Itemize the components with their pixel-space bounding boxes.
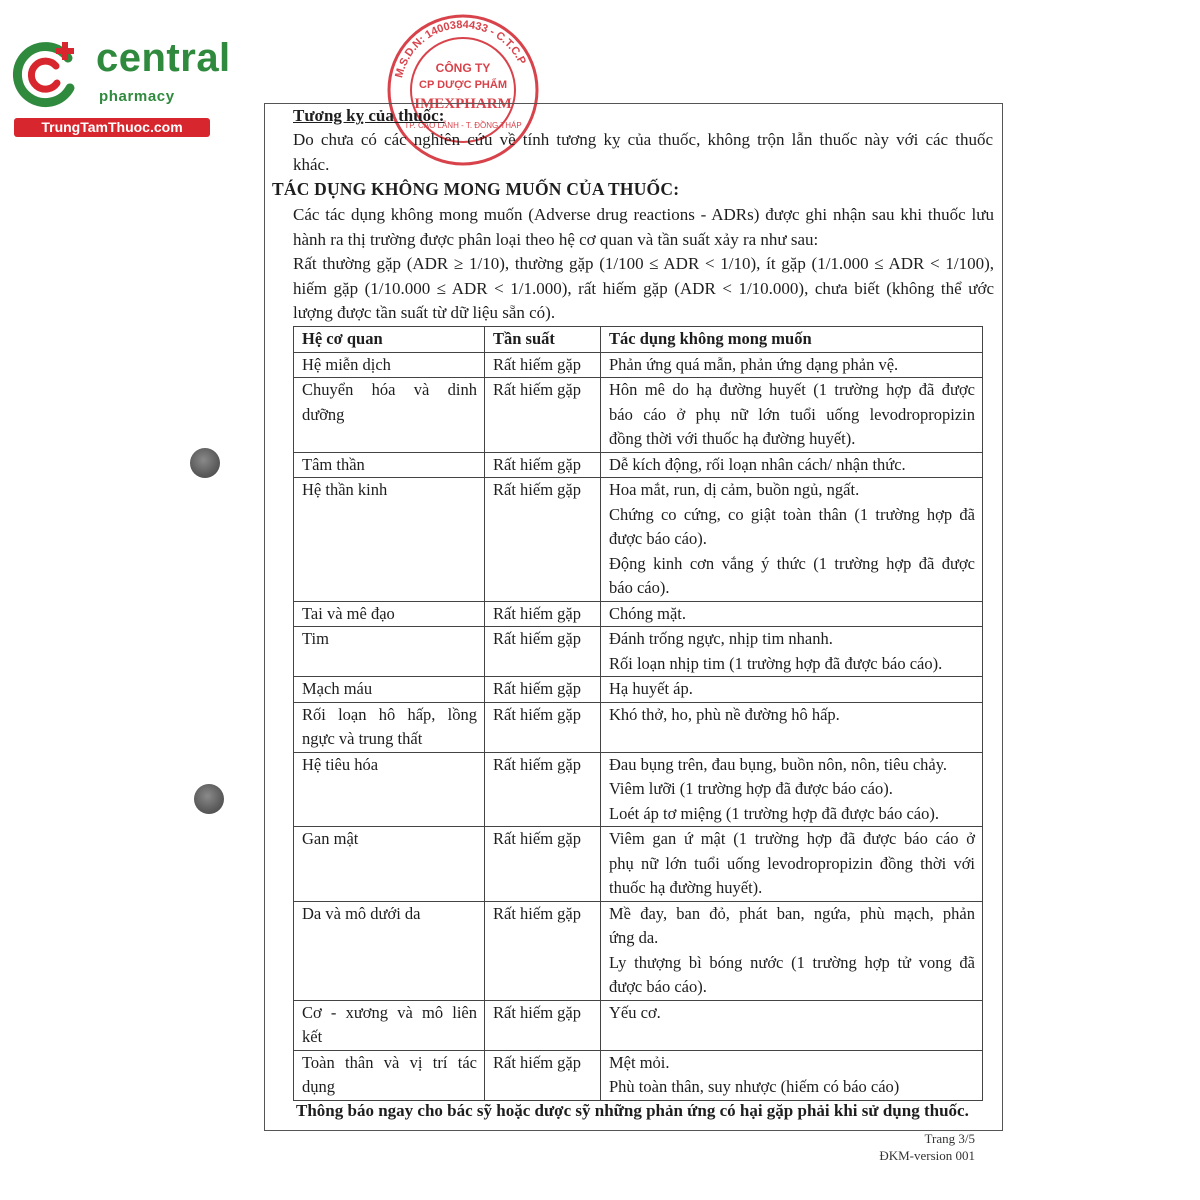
organ-cell bbox=[294, 752, 485, 827]
effect-text: Yếu cơ. bbox=[609, 1002, 661, 1022]
organ-text: Hệ tiêu hóa bbox=[302, 754, 379, 774]
organ-cell bbox=[294, 827, 485, 902]
organ-text: Toàn thân và vị trí tác bbox=[302, 1052, 477, 1072]
organ-cell bbox=[294, 627, 485, 677]
effect-text: Phù toàn thân, suy nhược (hiếm có báo cáo) bbox=[609, 1077, 900, 1096]
adr-p2-line-3: lượng được tần suất từ dữ liệu sẵn có). bbox=[293, 303, 556, 322]
table-row bbox=[294, 901, 983, 1000]
organ-text: Hệ miễn dịch bbox=[302, 354, 391, 374]
organ-text: Tâm thần bbox=[302, 454, 365, 474]
effect-text: đồng thời với thuốc hạ đường huyết). bbox=[609, 429, 856, 448]
effect-text: Khó thở, ho, phù nề đường hô hấp. bbox=[609, 704, 840, 724]
logo-site-bar: TrungTamThuoc.com bbox=[14, 118, 210, 137]
organ-text: Da và mô dưới da bbox=[302, 903, 421, 923]
table-header-row bbox=[294, 327, 983, 353]
frequency-cell: Rất hiếm gặp bbox=[485, 827, 601, 902]
effect-text: Mề đay, ban đỏ, phát ban, ngứa, phù mạch, phản bbox=[609, 903, 975, 923]
table-row bbox=[294, 627, 983, 677]
logo-brand: central bbox=[96, 36, 231, 80]
effect-text: báo cáo ở phụ nữ lớn tuổi uống levodropropizin bbox=[609, 404, 975, 424]
effects-cell bbox=[601, 1050, 983, 1100]
organ-cell bbox=[294, 452, 485, 478]
frequency-cell: Rất hiếm gặp bbox=[485, 752, 601, 827]
effect-text: Hạ huyết áp. bbox=[609, 679, 693, 698]
effect-text: báo cáo). bbox=[609, 578, 670, 597]
adr-table bbox=[293, 326, 983, 1101]
organ-text: Hệ thần kinh bbox=[302, 480, 388, 499]
table-row bbox=[294, 827, 983, 902]
frequency-cell: Rất hiếm gặp bbox=[485, 627, 601, 677]
svg-text:IMEXPHARM: IMEXPHARM bbox=[414, 96, 512, 112]
effects-cell bbox=[601, 627, 983, 677]
frequency-cell: Rất hiếm gặp bbox=[485, 452, 601, 478]
table-row bbox=[294, 1000, 983, 1050]
document-version: ĐKM-version 001 bbox=[879, 1148, 975, 1163]
effects-cell bbox=[601, 752, 983, 827]
logo-subtitle: pharmacy bbox=[99, 88, 175, 105]
frequency-cell: Rất hiếm gặp bbox=[485, 702, 601, 752]
compat-title: Tương kỵ của thuốc: bbox=[293, 106, 445, 125]
logo-mark-icon bbox=[10, 36, 84, 110]
svg-text:M.S.D.N: 1400384433 - C.T.C.P: M.S.D.N: 1400384433 - C.T.C.P bbox=[393, 18, 528, 80]
effect-text: Viêm lưỡi (1 trường hợp đã được báo cáo). bbox=[609, 779, 893, 798]
effects-cell bbox=[601, 478, 983, 602]
frequency-cell: Rất hiếm gặp bbox=[485, 677, 601, 703]
effects-cell bbox=[601, 702, 983, 752]
effect-text: Rối loạn nhịp tim (1 trường hợp đã được báo cáo). bbox=[609, 653, 943, 673]
organ-text: kết bbox=[302, 1027, 323, 1046]
organ-text: Tim bbox=[302, 629, 329, 648]
binder-hole-bottom bbox=[194, 784, 224, 814]
adr-p1-line-2: hành ra thị trường được phân loại theo hệ cơ quan và tần suất xảy ra như sau: bbox=[293, 230, 819, 249]
effect-text: Hôn mê do hạ đường huyết (1 trường hợp đã được bbox=[609, 380, 975, 399]
organ-text: ngực và trung thất bbox=[302, 729, 423, 748]
effect-text: Ly thượng bì bóng nước (1 trường hợp tử vong đã bbox=[609, 952, 975, 972]
effect-text: Hoa mắt, run, dị cảm, buồn ngủ, ngất. bbox=[609, 480, 860, 499]
organ-cell bbox=[294, 378, 485, 453]
adr-p2-line-1: Rất thường gặp (ADR ≥ 1/10), thường gặp (1/100 ≤ ADR < 1/10), ít gặp (1/1.000 ≤ ADR < 1/100), bbox=[293, 254, 994, 273]
effect-text: phụ nữ lớn tuổi uống levodropropizin đồng thời với bbox=[609, 853, 975, 873]
svg-text:CÔNG TY: CÔNG TY bbox=[435, 61, 491, 75]
effect-text: Đánh trống ngực, nhịp tim nhanh. bbox=[609, 629, 833, 648]
report-notice: Thông báo ngay cho bác sỹ hoặc dược sỹ những phản ứng có hại gặp phải khi sử dụng thuốc. bbox=[296, 1101, 969, 1120]
effect-text: Đau bụng trên, đau bụng, buồn nôn, nôn, tiêu chảy. bbox=[609, 754, 948, 774]
effect-text: Động kinh cơn vắng ý thức (1 trường hợp đã được bbox=[609, 553, 975, 573]
effect-text: Mệt mỏi. bbox=[609, 1052, 670, 1072]
effect-text: Phản ứng quá mẫn, phản ứng dạng phản vệ. bbox=[609, 354, 899, 374]
organ-cell bbox=[294, 677, 485, 703]
adr-title: TÁC DỤNG KHÔNG MONG MUỐN CỦA THUỐC: bbox=[272, 179, 680, 199]
compat-line-1: Do chưa có các nghiên cứu về tính tương kỵ của thuốc, không trộn lẫn thuốc này với các thuốc bbox=[293, 130, 993, 149]
organ-cell bbox=[294, 478, 485, 602]
svg-text:TP. CAO LÃNH - T. ĐỒNG THÁP: TP. CAO LÃNH - T. ĐỒNG THÁP bbox=[404, 121, 522, 130]
central-pharmacy-logo bbox=[10, 34, 231, 138]
frequency-cell: Rất hiếm gặp bbox=[485, 901, 601, 1000]
table-row bbox=[294, 1050, 983, 1100]
binder-hole-top bbox=[190, 448, 220, 478]
frequency-cell: Rất hiếm gặp bbox=[485, 1000, 601, 1050]
effects-cell bbox=[601, 901, 983, 1000]
effects-cell bbox=[601, 352, 983, 378]
table-row bbox=[294, 752, 983, 827]
adr-table-body bbox=[294, 352, 983, 1100]
effects-cell bbox=[601, 601, 983, 627]
svg-text:CP DƯỢC PHẨM: CP DƯỢC PHẨM bbox=[419, 79, 507, 91]
effects-cell bbox=[601, 827, 983, 902]
organ-cell bbox=[294, 601, 485, 627]
organ-text: Cơ - xương và mô liên bbox=[302, 1002, 477, 1022]
header-effects: Tác dụng không mong muốn bbox=[601, 327, 983, 353]
effect-text: Chứng co cứng, co giật toàn thân (1 trường hợp đã bbox=[609, 504, 975, 524]
organ-cell bbox=[294, 1050, 485, 1100]
frequency-cell: Rất hiếm gặp bbox=[485, 478, 601, 602]
adr-p1-line-1: Các tác dụng không mong muốn (Adverse drug reactions - ADRs) được ghi nhận sau khi thuốc lưu bbox=[293, 205, 994, 224]
organ-text: Mạch máu bbox=[302, 679, 373, 698]
header-organ: Hệ cơ quan bbox=[294, 327, 485, 353]
table-row bbox=[294, 677, 983, 703]
organ-text: Chuyển hóa và dinh bbox=[302, 380, 477, 399]
organ-cell bbox=[294, 1000, 485, 1050]
frequency-cell: Rất hiếm gặp bbox=[485, 378, 601, 453]
table-row bbox=[294, 352, 983, 378]
organ-cell bbox=[294, 702, 485, 752]
effect-text: được báo cáo). bbox=[609, 977, 707, 996]
table-row bbox=[294, 478, 983, 602]
frequency-cell: Rất hiếm gặp bbox=[485, 601, 601, 627]
effect-text: ứng da. bbox=[609, 928, 659, 947]
effect-text: Loét áp tơ miệng (1 trường hợp đã được báo cáo). bbox=[609, 803, 939, 823]
header-frequency: Tần suất bbox=[485, 327, 601, 353]
table-row bbox=[294, 378, 983, 453]
organ-text: Tai và mê đạo bbox=[302, 603, 395, 623]
compat-line-2: khác. bbox=[293, 155, 330, 174]
effect-text: Viêm gan ứ mật (1 trường hợp đã được báo cáo ở bbox=[609, 829, 975, 848]
organ-cell bbox=[294, 352, 485, 378]
organ-text: dưỡng bbox=[302, 404, 345, 424]
page-info bbox=[879, 1130, 975, 1164]
table-row bbox=[294, 601, 983, 627]
page-number: Trang 3/5 bbox=[924, 1131, 975, 1146]
effect-text: Dễ kích động, rối loạn nhân cách/ nhận thức. bbox=[609, 454, 906, 474]
adr-p2-line-2: hiếm gặp (1/10.000 ≤ ADR < 1/1.000), rất hiếm gặp (ADR < 1/10.000), chưa biết (không thể ước bbox=[293, 279, 994, 298]
effects-cell bbox=[601, 1000, 983, 1050]
effects-cell bbox=[601, 378, 983, 453]
organ-text: Gan mật bbox=[302, 829, 359, 848]
table-row bbox=[294, 702, 983, 752]
effects-cell bbox=[601, 677, 983, 703]
effect-text: Chóng mặt. bbox=[609, 603, 686, 623]
frequency-cell: Rất hiếm gặp bbox=[485, 352, 601, 378]
organ-text: dụng bbox=[302, 1077, 335, 1096]
effects-cell bbox=[601, 452, 983, 478]
frequency-cell: Rất hiếm gặp bbox=[485, 1050, 601, 1100]
organ-cell bbox=[294, 901, 485, 1000]
organ-text: Rối loạn hô hấp, lồng bbox=[302, 704, 477, 724]
table-row bbox=[294, 452, 983, 478]
effect-text: thuốc hạ đường huyết). bbox=[609, 878, 763, 897]
effect-text: được báo cáo). bbox=[609, 529, 707, 548]
